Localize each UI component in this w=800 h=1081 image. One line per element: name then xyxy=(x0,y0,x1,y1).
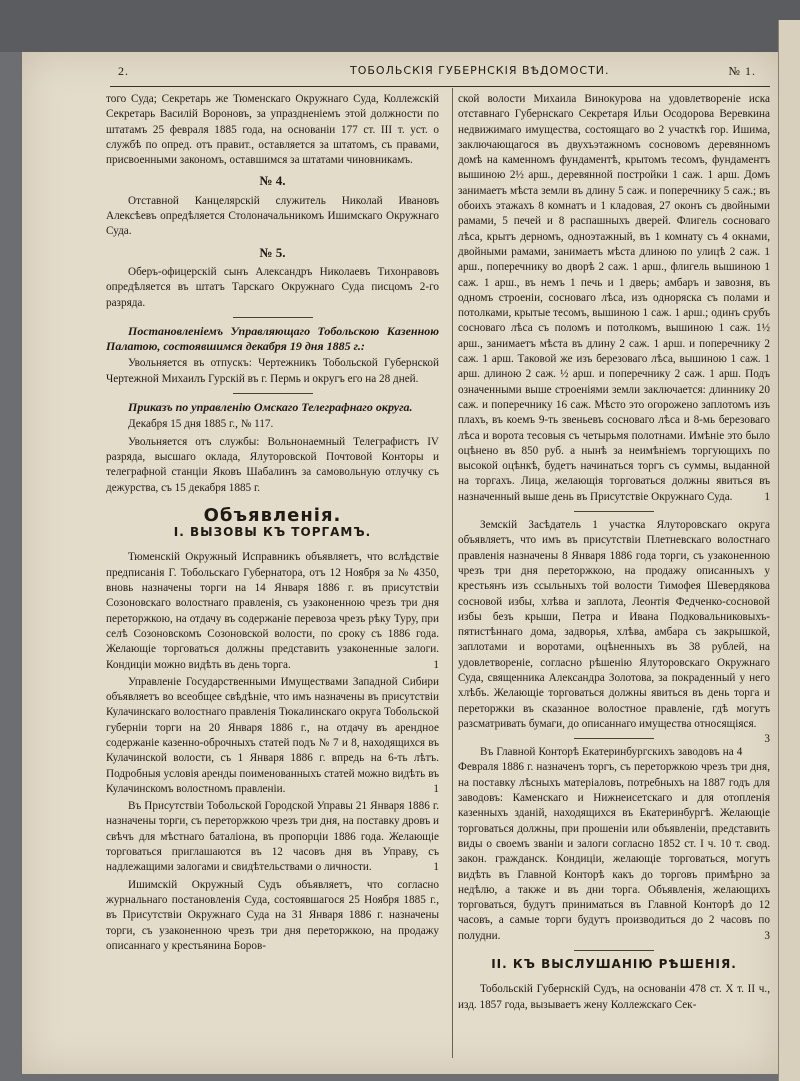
paragraph: Земскій Засѣдатель 1 участка Ялуторовскаго округа объявляетъ, что имъ въ присутствіи Плетневскаго волостнаго правленія назначены 8 Января 1886 года торги, съ узаконенною чрезъ три дня переторжкою, на продажу описанныхъ у крестьянъ изъ ссыльныхъ той волости Тимофея Шевердякова сосновой избы, хлѣва и заплота, Леонтія Федченко-сосновой избы безъ крыши, Петра и Ивана Подковальниковыхъ-пятистѣннаго дома, задворья, хлѣва, амбара съ закрышкой, заплотами и воротами, оцѣненныхъ въ 38 рублей, на удовлетвореніе, согласно рѣшенію Ялуторовскаго Окружнаго Суда, священника Александра Золотова, за покраденный у него хлѣбъ. Желающіе торговаться должны явиться въ день торга и переторжки въ сказанное волостное правленіе, гдѣ могутъ разсматривать бумаги, до описаннаго имущества относящіяся. 3 xyxy=(458,519,770,746)
paragraph: Ишимскій Окружный Судъ объявляетъ, что согласно журнальнаго постановленія Суда, состоявшагося 25 Ноября 1885 г., въ Присутствіи Окружнаго Суда на 31 Января 1886 г. назначены торги, съ узаконенною чрезъ три дня переторжкою, на продажу описаннаго у крестьянина Боров- xyxy=(106,878,439,952)
left-column xyxy=(106,92,439,956)
separator xyxy=(233,393,313,394)
paragraph: ской волости Михаила Винокурова на удовлетвореніе иска отставнаго Губернскаго Секретаря Ильи Осодорова Веревкина недвижимаго имущества, состоящаго во 2 участкѣ гор. Ишима, заключающагося въ двухъэтажномъ сосновомъ деревянномъ домѣ на каменномъ фундаментѣ, крытомъ тесомъ, фундаментъ вышиною 2½ арш., деревянной постройки 1 саж. 1 арш. Домъ занимаетъ мѣста земли въ длину 5 саж. и поперечнику 5 саж.; въ обоихъ этажахъ 8 комнатъ и 1 кладовая, 27 оконъ съ двойными рамами, 5 печей и 8 распашныхъ дверей. Флигель сосноваго лѣса, крытъ дерномъ, одноэтажный, въ 1 комнату съ 4 окнами, двойными рамами, занимаетъ мѣста длиною по улицѣ 2 саж. 1 арш., поперечнику во дворѣ 2 саж. 1 арш., флигель вышиною 1 саж. 1 арш., въ немъ 1 печь и 1 дверь; амбаръ и завозня, въ одномъ строеніи, сосноваго лѣса, изъ одноряска съ полами и потолками, крытые тесомъ, вышиною 1 саж. 1 арш.; одинъ срубъ сосноваго лѣса съ поломъ и потолкомъ, вышиною 1 саж. 1½ арш., занимаетъ мѣста въ длину 2 саж. 1 арш. и поперечнику 2 саж. 1 арш. Таковой же изъ березоваго лѣса, вышиною 1 саж. 1 арш. длиною 2 саж. ½ арш. и поперечнику 2 саж. 1 арш. Подъ означенными выше строеніями земли заключается: длиннику 20 саж. и поперечнику 16 саж. Мѣсто это огорожено заплотомъ изъ плахъ, въ коемъ 9-ть звеньевъ сосноваго лѣса и 8-мь березоваго лѣса и ворота тесовыя съ четырьмя полотнами. Имѣніе это было оцѣнено въ 850 руб. а нынѣ за неимѣніемъ торгующихъ по высокой оцѣнкѣ, будетъ начинаться торгъ съ суммы, выданной на торгахъ. Лица, желающія торговаться должны явиться въ назначенный выше день въ Присутствіе Окружнаго Суда. 1 xyxy=(458,93,770,503)
section-heading-tenders: I. ВЫЗОВЫ КЪ ТОРГАМЪ. xyxy=(173,525,372,540)
right-column xyxy=(458,92,770,1015)
scan-background-top xyxy=(0,0,800,52)
separator xyxy=(574,511,654,512)
paragraph: Тобольскій Губернскій Судъ, на основаніи 478 ст. X т. II ч., изд. 1857 года, вызываетъ жену Коллежскаго Сек- xyxy=(458,983,770,1011)
section-heading-decisions: II. КЪ ВЫСЛУШАНІЮ РѢШЕНІЯ. xyxy=(491,957,737,972)
section-number: № 4. xyxy=(259,173,286,189)
paragraph: Въ Присутствіи Тобольской Городской Управы 21 Января 1886 г. назначены торги, съ переторжкою чрезъ три дня, на поставку дровъ и свѣчъ для мѣстнаго баталіона, въ пропорціи 1886 года. Желающіе торговаться приглашаются въ 12 часовъ дня въ Управу, съ надлежащими залогами и свидѣтельствами о личности. 1 xyxy=(106,800,439,874)
header-rule xyxy=(110,86,770,87)
paragraph: Управленіе Государственными Имуществами Западной Сибири объявляетъ во всеобщее свѣдѣніе, что имъ назначены въ присутствіи Кулачинскаго волостнаго правленія Тюкалинскаго округа Тобольской губерніи торги на 20 Января 1886 г., на отдачу въ арендное содержаніе казенно-оброчныхъ статей подъ № 7 и 8, находящихся въ Кулачинской волости, съ 1 Января 1886 г. впредь на 6-ть лѣтъ. Подробныя условія аренды поименованныхъ статей можно видѣть въ Кулачинскомъ волостномъ правленіи. 1 xyxy=(106,675,439,795)
newspaper-title: ТОБОЛЬСКІЯ ГУБЕРНСКІЯ ВѢДОМОСТИ. xyxy=(350,64,610,77)
paragraph: Въ Главной Конторѣ Екатеринбургскихъ заводовъ на 4 Февраля 1886 г. назначенъ торгъ, съ переторжкою чрезъ три дня, на поставку лѣсныхъ матеріаловъ, потребныхъ на 1887 годъ для заводовъ: Каменскаго и Нижнеисетскаго и для отопленія казенныхъ зданій, находящихся въ Екатеринбургѣ. Желающіе торговаться должны, при прошеніи или объявленіи, представить виды о своемъ званіи и залоги согласно 1852 ст. I ч. 10 т. свод. закон. гражданск. Кондиціи, желающіе торговаться, могутъ видѣть въ Главной Конторѣ какъ до торговъ примѣрно за недѣлю, а также и въ дни торга. Объявленія, желающихъ торговаться, будутъ приниматься въ Главной Конторѣ до 12 часовъ, а самые торги будутъ производиться до 2 часовъ по полудни. 3 xyxy=(458,746,770,942)
paragraph: Отставной Канцелярскій служитель Николай Ивановъ Алексѣевъ опредѣляется Столоначальникомъ Ишимскаго Окружнаго Суда. xyxy=(106,194,439,238)
section-number: № 5. xyxy=(259,244,286,260)
paragraph: того Суда; Секретарь же Тюменскаго Окружнаго Суда, Коллежскій Секретарь Василій Вороновъ, за упраздненіемъ этой должности по штатамъ 25 февраля 1885 года, на основаніи 177 ст. III т. уст. о службѣ по опред. отъ правит., оставляется за штатомъ, съ правами, присвоенными закономъ, оставшимся за штатами чиновникамъ. xyxy=(106,93,439,167)
decree-heading: Постановленіемъ Управляющаго Тобольскою Казенною Палатою, состоявшимся декабря 19 дня 1885 г.: xyxy=(106,323,439,354)
paragraph: Оберъ-офицерскій сынъ Александръ Николаевъ Тихонравовъ опредѣляется въ штатъ Тарскаго Окружнаго Суда писцомъ 2-го разряда. xyxy=(106,265,439,309)
separator xyxy=(574,950,654,951)
issue-number: № 1. xyxy=(728,64,756,78)
paragraph: Увольняется въ отпускъ: Чертежникъ Тобольской Губернской Чертежной Михаилъ Гурскій въ г. Пермь и округъ его на 28 дней. xyxy=(106,357,439,385)
order-heading: Приказъ по управленію Омскаго Телеграфнаго округа. xyxy=(128,400,413,415)
page-header xyxy=(90,60,770,84)
announcements-heading: Объявленія. xyxy=(203,504,342,526)
separator xyxy=(574,738,654,739)
adjacent-page-edge xyxy=(778,20,800,1081)
separator xyxy=(233,317,313,318)
paragraph: Увольняется отъ службы: Вольнонаемный Телеграфистъ IV разряда, высшаго оклада, Ялуторовской Почтовой Конторы и телеграфной станціи Яковъ Шабалинъ за самовольную отлучку съ дежурства, съ 15 декабря 1885 г. xyxy=(106,435,439,494)
page-number: 2. xyxy=(118,64,129,78)
column-divider xyxy=(452,88,453,1058)
paragraph: Тюменскій Окружный Исправникъ объявляетъ, что вслѣдствіе предписанія Г. Тобольскаго Губернатора, отъ 12 Ноября за № 4350, вновь назначены торги на 14 Января 1886 г. въ присутствіи Созоновскаго волостнаго правленія, съ узаконенною чрезъ три дня переторжкою, на отдачу въ содержаніе перевоза чрезъ рѣку Туру, при селѣ Созоновскомъ Созоновской волости, по сроку съ 1886 года. Желающіе торговаться должны представить узаконенные залоги. Кондиціи можно видѣть въ день торга. 1 xyxy=(106,551,439,671)
paragraph: Декабря 15 дня 1885 г., № 117. xyxy=(128,418,274,431)
